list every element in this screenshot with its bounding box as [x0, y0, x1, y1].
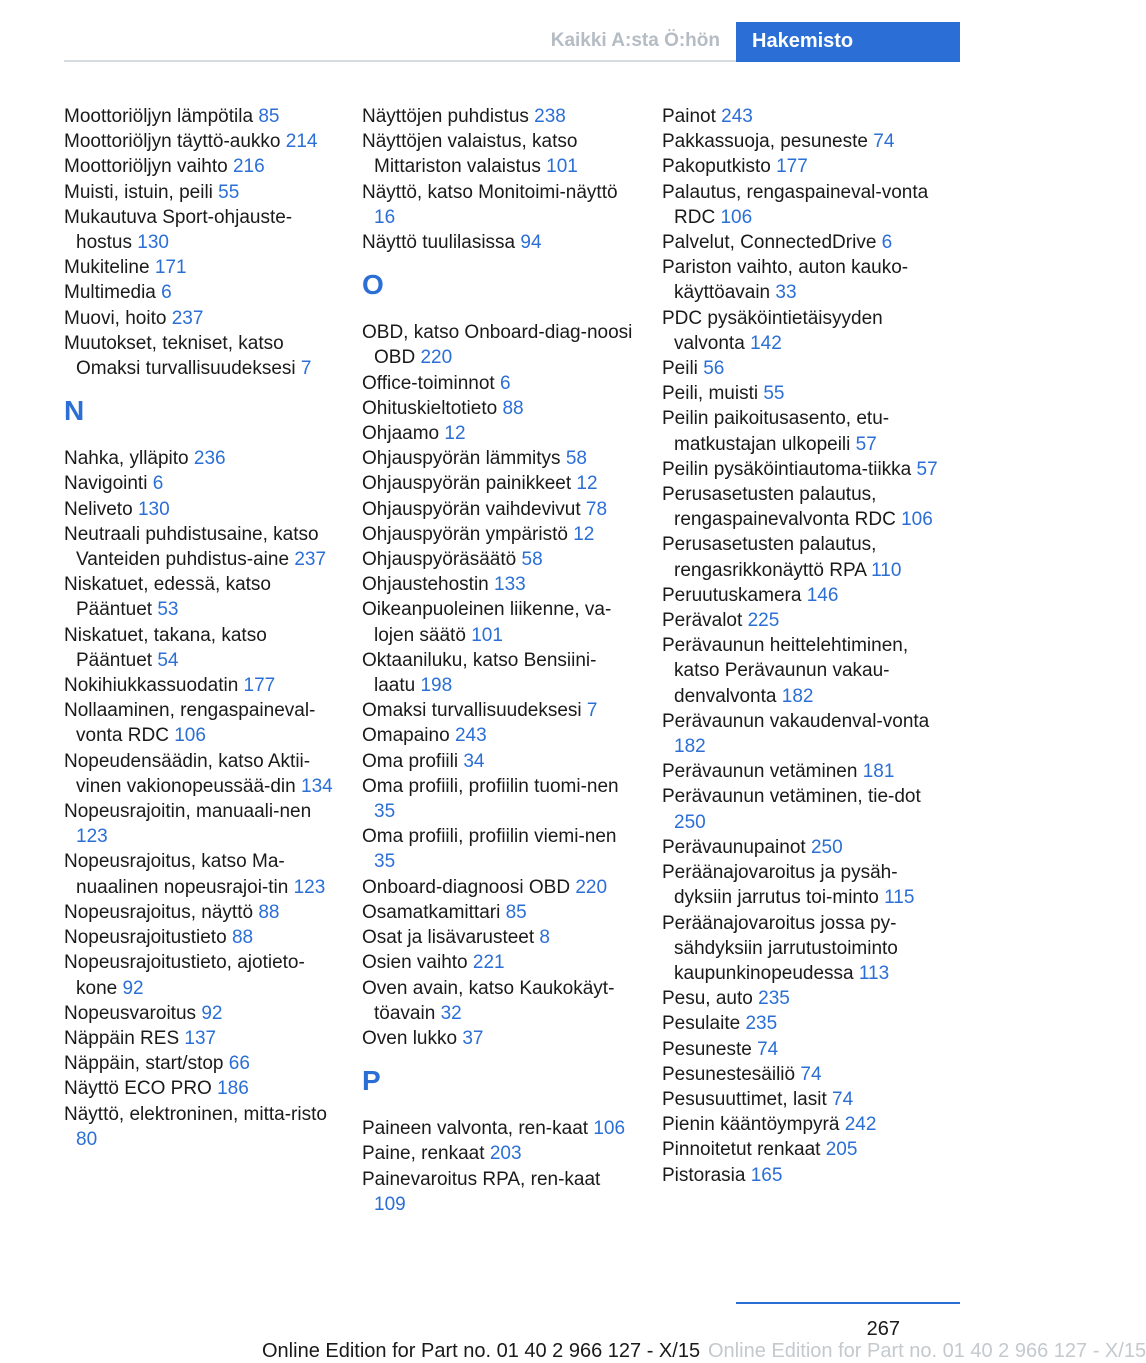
index-entry: [362, 723, 634, 748]
entry-page-link[interactable]: 130: [137, 498, 170, 520]
entry-page-link[interactable]: 88: [502, 397, 524, 419]
entry-term: Neliveto: [64, 498, 133, 520]
index-entry: [64, 104, 336, 129]
entry-page-link[interactable]: 74: [873, 131, 895, 153]
index-entry: [362, 471, 634, 496]
index-entry: [64, 698, 336, 748]
entry-page-link[interactable]: 235: [745, 1013, 778, 1035]
index-entry: [362, 320, 634, 370]
entry-page-link[interactable]: 33: [775, 282, 797, 304]
entry-page-link[interactable]: 220: [575, 876, 608, 898]
entry-page-link[interactable]: 74: [800, 1063, 822, 1085]
entry-page-link[interactable]: 134: [301, 775, 333, 797]
entry-page-link[interactable]: 203: [489, 1143, 522, 1165]
index-entry: [662, 759, 952, 784]
entry-page-link[interactable]: 12: [576, 473, 598, 495]
index-entry: [64, 471, 336, 496]
index-entry: [64, 129, 336, 154]
entry-term: Niskatuet, takana, katso Pääntuet: [64, 624, 267, 671]
entry-page-link[interactable]: 88: [258, 901, 280, 923]
index-entry: [362, 396, 634, 421]
entry-page-link[interactable]: 146: [806, 584, 839, 606]
entry-term: Näyttö, katso Monitoimi-näyttö: [362, 181, 618, 203]
entry-term: Näppäin, start/stop: [64, 1053, 224, 1075]
entry-page-link[interactable]: 88: [231, 927, 254, 949]
index-entry: [64, 1026, 336, 1051]
entry-page-link[interactable]: 106: [901, 509, 933, 531]
index-entry: [64, 900, 336, 925]
entry-page-link[interactable]: 80: [76, 1128, 98, 1150]
index-entry: [662, 709, 952, 759]
entry-term: Peilin paikoitusasento, etu-matkustajan ulkopeili: [662, 408, 890, 455]
index-entry: [64, 799, 336, 849]
entry-term: Mukiteline: [64, 257, 150, 279]
entry-page-link[interactable]: 243: [721, 106, 753, 127]
entry-page-link[interactable]: 12: [444, 423, 466, 445]
index-entry: [64, 1001, 336, 1026]
entry-term: Nollaaminen, rengaspaineval-vonta RDC: [64, 700, 316, 747]
entry-page-link[interactable]: 78: [585, 498, 608, 520]
index-entry: [662, 406, 952, 456]
entry-term: Oven avain, katso Kaukokäyt-töavain: [362, 977, 615, 1024]
entry-term: Paine, renkaat: [362, 1143, 485, 1165]
index-entry: [662, 457, 952, 482]
entry-term: Pesuneste: [662, 1038, 752, 1060]
entry-term: Nahka, ylläpito: [64, 448, 189, 470]
footer-divider: [736, 1302, 960, 1304]
entry-term: Perävaunun vakaudenval-vonta: [662, 710, 930, 732]
index-entry: [362, 1167, 634, 1217]
entry-page-link[interactable]: 216: [232, 156, 265, 178]
index-entry: [362, 180, 634, 230]
entry-page-link[interactable]: 220: [420, 347, 453, 369]
entry-page-link[interactable]: 6: [881, 232, 893, 254]
entry-term: Navigointi: [64, 473, 148, 495]
entry-page-link[interactable]: 133: [494, 574, 526, 596]
index-entry: [64, 205, 336, 255]
index-entry: [662, 1037, 952, 1062]
entry-page-link[interactable]: 113: [858, 962, 890, 984]
index-column-1: [64, 104, 336, 1152]
entry-page-link[interactable]: 58: [521, 549, 543, 571]
index-entry: [662, 356, 952, 381]
entry-page-link[interactable]: 92: [201, 1002, 223, 1024]
index-entry: [362, 230, 634, 255]
index-entry: [362, 648, 634, 698]
index-entry: [362, 446, 634, 471]
entry-term: Peräänajovaroitus ja pysäh-dyksiin jarrutus toi-minto: [662, 862, 898, 909]
entry-term: Omapaino: [362, 725, 450, 747]
entry-term: Nokihiukkassuodatin: [64, 675, 239, 697]
entry-term: Pesulaite: [662, 1013, 741, 1035]
index-entry: [64, 446, 336, 471]
entry-term: Oma profiili, profiilin tuomi-nen: [362, 775, 619, 797]
entry-page-link[interactable]: 57: [916, 458, 938, 480]
entry-page-link[interactable]: 8: [539, 927, 550, 949]
entry-page-link[interactable]: 101: [471, 624, 503, 646]
entry-term: Näyttö tuulilasissa: [362, 232, 516, 254]
index-entry: [362, 104, 634, 129]
entry-term: Muovi, hoito: [64, 307, 167, 329]
entry-term: Neutraali puhdistusaine, katso Vanteiden puhdistus-aine: [64, 523, 319, 571]
index-entry: [362, 1141, 634, 1166]
index-entry: [64, 623, 336, 673]
index-entry: [362, 925, 634, 950]
index-entry: [662, 1062, 952, 1087]
entry-page-link[interactable]: 32: [440, 1002, 462, 1024]
entry-term: Perävaunupainot: [662, 836, 806, 858]
entry-page-link[interactable]: 142: [750, 332, 782, 354]
entry-page-link[interactable]: 74: [757, 1038, 779, 1060]
edition-note: Online Edition for Part no. 01 40 2 966 127 - X/15: [262, 1340, 701, 1362]
index-entry: [64, 1102, 336, 1152]
index-entry: [662, 154, 952, 179]
index-entry: [362, 950, 634, 975]
entry-page-link[interactable]: 54: [157, 649, 179, 671]
index-entry: [64, 255, 336, 280]
entry-term: PDC pysäköintietäisyyden valvonta: [662, 307, 883, 354]
entry-term: Nopeusrajoitustieto: [64, 927, 227, 949]
entry-term: Näyttöjen valaistus, katso Mittariston valaistus: [362, 131, 578, 178]
index-entry: [662, 180, 952, 230]
entry-term: Peilin pysäköintiautoma-tiikka: [662, 458, 912, 480]
entry-page-link[interactable]: 55: [763, 383, 785, 405]
index-entry: [662, 1163, 952, 1188]
index-entry: [662, 1137, 952, 1162]
entry-term: Moottoriöljyn lämpötila: [64, 106, 254, 127]
index-entry: [64, 849, 336, 899]
entry-page-link[interactable]: 250: [810, 836, 843, 858]
index-entry: [64, 280, 336, 305]
entry-page-link[interactable]: 106: [174, 725, 206, 747]
index-letter-heading: N: [64, 395, 85, 427]
index-entry: [362, 749, 634, 774]
entry-term: Mukautuva Sport-ohjauste-hostus: [64, 206, 293, 254]
entry-page-link[interactable]: 181: [862, 761, 895, 783]
entry-page-link[interactable]: 214: [285, 131, 318, 153]
entry-term: Painot: [662, 106, 716, 127]
section-breadcrumb[interactable]: Kaikki A:sta Ö:hön: [550, 30, 720, 51]
entry-page-link[interactable]: 243: [454, 725, 487, 747]
entry-page-link[interactable]: 58: [565, 448, 587, 470]
entry-page-link[interactable]: 12: [573, 523, 595, 545]
entry-page-link[interactable]: 85: [505, 901, 527, 923]
entry-term: Pariston vaihto, auton kauko-käyttöavain: [662, 257, 909, 304]
index-entry: [662, 784, 952, 834]
entry-term: Perävaunun vetäminen, tie-dot: [662, 786, 921, 808]
entry-page-link[interactable]: 182: [781, 685, 814, 707]
index-entry: [662, 129, 952, 154]
entry-page-link[interactable]: 182: [674, 736, 706, 758]
index-entry: [64, 154, 336, 179]
index-entry: [362, 1116, 634, 1141]
entry-term: Näyttöjen puhdistus: [362, 106, 529, 127]
index-entry: [362, 371, 634, 396]
index-entry: [362, 522, 634, 547]
entry-page-link[interactable]: 237: [171, 307, 204, 329]
index-entry: [662, 1011, 952, 1036]
entry-page-link[interactable]: 37: [462, 1027, 484, 1049]
entry-term: Nopeudensäädin, katso Aktii-vinen vakionopeussää-din: [64, 750, 311, 797]
entry-page-link[interactable]: 238: [534, 106, 566, 127]
entry-term: Peili: [662, 358, 698, 380]
entry-term: Pesu, auto: [662, 988, 753, 1010]
index-entry: [64, 950, 336, 1000]
index-entry: [362, 824, 634, 874]
entry-page-link[interactable]: 92: [122, 977, 144, 999]
index-entry: [64, 572, 336, 622]
entry-page-link[interactable]: 171: [154, 257, 187, 279]
index-entry: [64, 1051, 336, 1076]
entry-page-link[interactable]: 235: [758, 988, 790, 1010]
entry-term: Paineen valvonta, ren-kaat: [362, 1118, 589, 1140]
index-entry: [662, 1087, 952, 1112]
entry-term: Moottoriöljyn täyttö-aukko: [64, 131, 281, 153]
index-entry: [362, 421, 634, 446]
entry-term: Omaksi turvallisuudeksesi: [362, 700, 582, 722]
index-entry: [64, 673, 336, 698]
index-entry: [64, 522, 336, 572]
entry-page-link[interactable]: 57: [855, 433, 877, 455]
index-entry: [662, 381, 952, 406]
entry-term: Osien vaihto: [362, 952, 468, 974]
entry-page-link[interactable]: 205: [825, 1139, 858, 1161]
index-entry: [64, 749, 336, 799]
index-entry: [662, 532, 952, 582]
entry-term: Onboard-diagnoosi OBD: [362, 876, 571, 898]
entry-page-link[interactable]: 6: [499, 372, 511, 394]
index-entry: [662, 255, 952, 305]
index-entry: [64, 306, 336, 331]
entry-term: Pienin kääntöympyrä: [662, 1114, 840, 1136]
entry-page-link[interactable]: 137: [184, 1027, 217, 1049]
entry-term: Perusasetusten palautus, rengasrikkonäyttö RPA: [662, 534, 877, 581]
entry-page-link[interactable]: 7: [586, 700, 598, 722]
entry-page-link[interactable]: 94: [520, 232, 542, 254]
entry-term: OBD, katso Onboard-diag-noosi OBD: [362, 322, 633, 369]
entry-term: Oma profiili: [362, 750, 459, 772]
entry-term: Palautus, rengaspaineval-vonta RDC: [662, 181, 929, 228]
entry-term: Office-toiminnot: [362, 372, 495, 394]
index-entry: [662, 583, 952, 608]
entry-term: Palvelut, ConnectedDrive: [662, 232, 877, 254]
entry-term: Perävaunun vetäminen: [662, 761, 858, 783]
entry-term: Nopeusrajoitus, katso Ma-nuaalinen nopeusrajoi-tin: [64, 851, 289, 898]
entry-page-link[interactable]: 237: [294, 549, 327, 571]
entry-term: Näyttö ECO PRO: [64, 1078, 212, 1100]
entry-page-link[interactable]: 53: [157, 599, 179, 621]
entry-term: Nopeusrajoitustieto, ajotieto-kone: [64, 952, 305, 999]
index-entry: [662, 1112, 952, 1137]
entry-term: Ohjaamo: [362, 423, 440, 445]
entry-page-link[interactable]: 123: [293, 876, 326, 898]
index-entry: [662, 986, 952, 1011]
index-letter-heading: P: [362, 1065, 381, 1097]
index-entry: [64, 331, 336, 381]
index-entry: [64, 1076, 336, 1101]
entry-term: Ohjauspyörän vaihdevivut: [362, 498, 581, 520]
entry-page-link[interactable]: 35: [374, 851, 396, 873]
entry-page-link[interactable]: 34: [463, 750, 485, 772]
entry-page-link[interactable]: 130: [137, 232, 169, 254]
index-entry: [362, 875, 634, 900]
entry-page-link[interactable]: 101: [546, 156, 578, 178]
index-entry: [362, 1026, 634, 1051]
entry-page-link[interactable]: 236: [193, 448, 226, 470]
entry-term: Pesunestesäiliö: [662, 1063, 796, 1085]
index-letter-heading: O: [362, 269, 384, 301]
index-tab[interactable]: Hakemisto: [736, 22, 960, 62]
entry-term: Oikeanpuoleinen liikenne, va-lojen säätö: [362, 599, 612, 646]
entry-term: Pinnoitetut renkaat: [662, 1139, 821, 1161]
entry-page-link[interactable]: 186: [217, 1078, 249, 1100]
entry-page-link[interactable]: 110: [871, 559, 902, 581]
header-divider: [64, 60, 736, 62]
entry-page-link[interactable]: 74: [832, 1088, 854, 1110]
index-entry: [662, 608, 952, 633]
index-entry: [662, 835, 952, 860]
entry-term: Moottoriöljyn vaihto: [64, 156, 228, 178]
entry-page-link[interactable]: 177: [776, 156, 808, 178]
page-header: [0, 22, 960, 62]
entry-page-link[interactable]: 109: [374, 1193, 406, 1215]
index-entry: [362, 900, 634, 925]
entry-page-link[interactable]: 198: [420, 675, 453, 697]
entry-page-link[interactable]: 55: [218, 181, 240, 203]
index-entry: [662, 230, 952, 255]
entry-page-link[interactable]: 123: [76, 826, 108, 848]
entry-page-link[interactable]: 7: [300, 358, 312, 380]
index-entry: [362, 698, 634, 723]
index-entry: [362, 976, 634, 1026]
entry-term: Nopeusrajoitus, näyttö: [64, 901, 254, 923]
entry-term: Näppäin RES: [64, 1027, 180, 1049]
entry-term: Pesusuuttimet, lasit: [662, 1088, 827, 1110]
index-entry: [64, 497, 336, 522]
entry-term: Osamatkamittari: [362, 901, 501, 923]
entry-term: Ohituskieltotieto: [362, 397, 498, 419]
entry-term: Näyttö, elektroninen, mitta-risto: [64, 1103, 327, 1125]
index-entry: [362, 497, 634, 522]
entry-page-link[interactable]: 165: [750, 1164, 783, 1186]
index-entry: [662, 911, 952, 987]
entry-page-link[interactable]: 6: [161, 282, 172, 304]
index-entry: [362, 129, 634, 179]
entry-term: Perävalot: [662, 610, 743, 632]
entry-page-link[interactable]: 85: [258, 106, 280, 127]
entry-page-link[interactable]: 115: [884, 887, 915, 909]
entry-page-link[interactable]: 106: [720, 206, 753, 228]
entry-term: Peruutuskamera: [662, 584, 802, 606]
index-entry: [662, 482, 952, 532]
entry-page-link[interactable]: 56: [703, 358, 725, 380]
entry-term: Nopeusrajoitin, manuaali-nen: [64, 801, 312, 823]
entry-term: Ohjauspyörän painikkeet: [362, 473, 572, 495]
entry-page-link[interactable]: 242: [844, 1114, 877, 1136]
page-number: 267: [866, 1318, 900, 1340]
index-column-2: [362, 104, 634, 1217]
index-entry: [64, 180, 336, 205]
entry-page-link[interactable]: 106: [593, 1118, 626, 1140]
entry-term: Ohjauspyöräsäätö: [362, 549, 517, 571]
index-entry: [662, 633, 952, 709]
index-entry: [362, 547, 634, 572]
site-watermark: Online Edition for Part no. 01 40 2 966 127 - X/15: [708, 1340, 1146, 1362]
entry-term: Peili, muisti: [662, 383, 759, 405]
entry-page-link[interactable]: 6: [152, 473, 164, 495]
entry-page-link[interactable]: 221: [472, 952, 505, 974]
entry-term: Muisti, istuin, peili: [64, 181, 213, 203]
entry-term: Niskatuet, edessä, katso Pääntuet: [64, 574, 271, 621]
entry-term: Peräänajovaroitus jossa py-sähdyksiin jarrutustoiminto kaupunkinopeudessa: [662, 912, 898, 984]
entry-term: Ohjauspyörän ympäristö: [362, 523, 568, 545]
entry-page-link[interactable]: 177: [243, 675, 276, 697]
entry-term: Ohjauspyörän lämmitys: [362, 448, 561, 470]
index-entry: [362, 597, 634, 647]
entry-term: Painevaroitus RPA, ren-kaat: [362, 1168, 601, 1190]
entry-term: Pakkassuoja, pesuneste: [662, 131, 868, 153]
index-entry: [662, 104, 952, 129]
entry-term: Nopeusvaroitus: [64, 1002, 197, 1024]
index-entry: [362, 774, 634, 824]
entry-page-link[interactable]: 35: [374, 801, 396, 823]
entry-term: Muutokset, tekniset, katso Omaksi turvallisuudeksesi: [64, 332, 296, 380]
entry-term: Perävaunun heittelehtiminen, katso Perävaunun vakau-denvalvonta: [662, 635, 909, 707]
entry-term: Multimedia: [64, 282, 156, 304]
entry-term: Ohjaustehostin: [362, 574, 489, 596]
entry-page-link[interactable]: 66: [228, 1053, 250, 1075]
entry-term: Pakoputkisto: [662, 156, 771, 178]
entry-page-link[interactable]: 225: [747, 610, 780, 632]
entry-term: Perusasetusten palautus, rengaspainevalvonta RDC: [662, 484, 896, 531]
entry-term: Oma profiili, profiilin viemi-nen: [362, 826, 617, 848]
index-entry: [662, 860, 952, 910]
entry-term: Osat ja lisävarusteet: [362, 927, 535, 949]
index-entry: [64, 925, 336, 950]
entry-term: Pistorasia: [662, 1164, 746, 1186]
index-column-3: [662, 104, 952, 1188]
index-entry: [662, 306, 952, 356]
entry-term: Oven lukko: [362, 1027, 458, 1049]
entry-page-link[interactable]: 16: [374, 206, 396, 228]
index-entry: [362, 572, 634, 597]
entry-page-link[interactable]: 250: [674, 811, 706, 833]
entry-term: Oktaaniluku, katso Bensiini-laatu: [362, 649, 597, 697]
